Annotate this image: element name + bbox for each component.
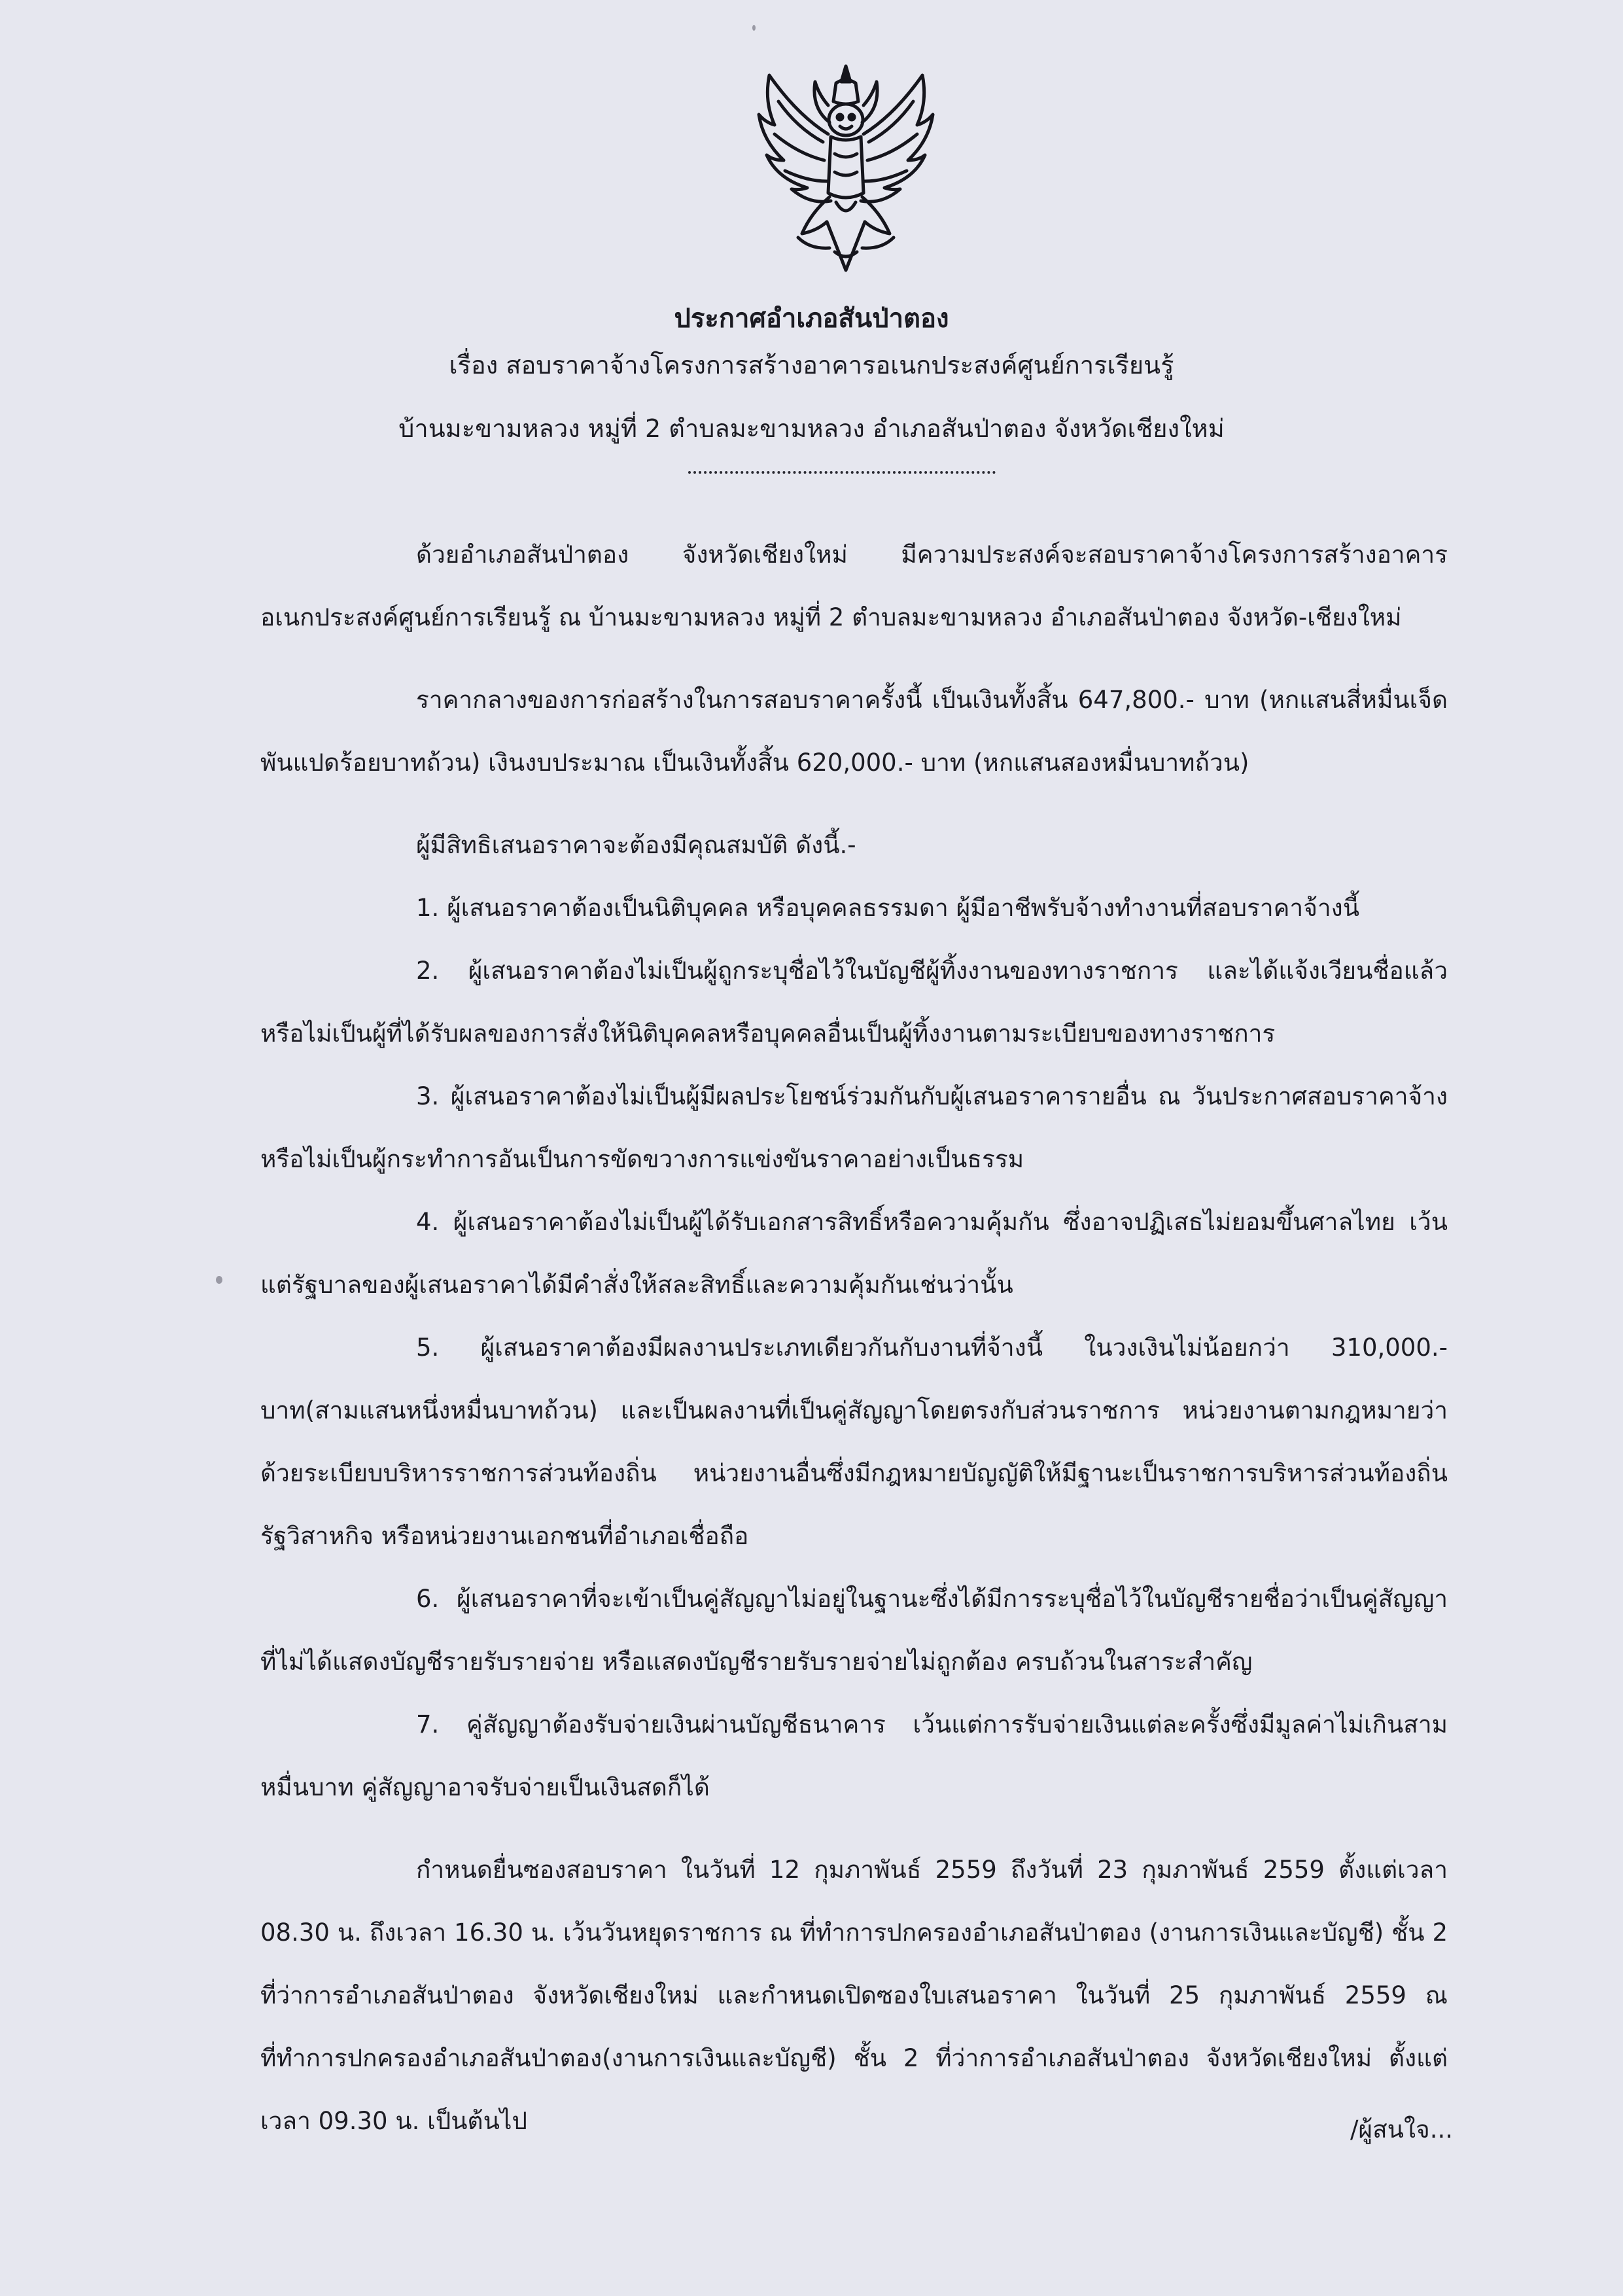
qualification-item: 6. ผู้เสนอราคาที่จะเข้าเป็นคู่สัญญาไม่อยู่ในฐานะซึ่งได้มีการระบุชื่อไว้ในบัญชีรายชื่อว่าเป็นคู่สัญญาที่ไม่ได้แสดงบัญชีรายรับรายจ่าย หรือแสดงบัญชีรายรับรายจ่ายไม่ถูกต้อง ครบถ้วนในสาระสำคัญ xyxy=(260,1585,1448,1676)
price-paragraph: ราคากลางของการก่อสร้างในการสอบราคาครั้งนี้ เป็นเงินทั้งสิ้น 647,800.- บาท (หกแสนสี่หมื่นเจ็ดพันแปดร้อยบาทถ้วน) เงินงบประมาณ เป็นเงินทั้งสิ้น 620,000.- บาท (หกแสนสองหมื่นบาทถ้วน) xyxy=(260,686,1448,777)
qualification-item: 5. ผู้เสนอราคาต้องมีผลงานประเภทเดียวกันกับงานที่จ้างนี้ ในวงเงินไม่น้อยกว่า 310,000.- บาท(สามแสนหนึ่งหมื่นบาทถ้วน) และเป็นผลงานที่เป็นคู่สัญญาโดยตรงกับส่วนราชการ หน่วยงานตามกฎหมายว่าด้วยระเบียบบริหารราชการส่วนท้องถิ่น หน่วยงานอื่นซึ่งมีกฎหมายบัญญัติให้มีฐานะเป็นราชการบริหารส่วนท้องถิ่น รัฐวิสาหกิจ หรือหน่วยงานเอกชนที่อำเภอเชื่อถือ xyxy=(260,1333,1448,1550)
announcement-title: ประกาศอำเภอสันป่าตอง xyxy=(674,304,949,334)
continuation-marker: /ผู้สนใจ... xyxy=(1350,2115,1453,2144)
scan-speck xyxy=(216,1276,222,1284)
intro-paragraph: ด้วยอำเภอสันป่าตอง จังหวัดเชียงใหม่ มีความประสงค์จะสอบราคาจ้างโครงการสร้างอาคารอเนกประสงค์ศูนย์การเรียนรู้ ณ บ้านมะขามหลวง หมู่ที่ 2 ตำบลมะขามหลวง อำเภอสันป่าตอง จังหวัด-เชียงใหม่ xyxy=(260,540,1448,631)
garuda-emblem-icon xyxy=(751,62,941,275)
qualification-item: 1. ผู้เสนอราคาต้องเป็นนิติบุคคล หรือบุคคลธรรมดา ผู้มีอาชีพรับจ้างทำงานที่สอบราคาจ้างนี้ xyxy=(416,894,1360,922)
schedule-paragraph: กำหนดยื่นซองสอบราคา ในวันที่ 12 กุมภาพันธ์ 2559 ถึงวันที่ 23 กุมภาพันธ์ 2559 ตั้งแต่เวลา 08.30 น. ถึงเวลา 16.30 น. เว้นวันหยุดราชการ ณ ที่ทำการปกครองอำเภอสันป่าตอง (งานการเงินและบัญชี) ชั้น 2 ที่ว่าการอำเภอสันป่าตอง จังหวัดเชียงใหม่ และกำหนดเปิดซองใบเสนอราคา ในวันที่ 25 กุมภาพันธ์ 2559 ณ ที่ทำการปกครองอำเภอสันป่าตอง(งานการเงินและบัญชี) ชั้น 2 ที่ว่าการอำเภอสันป่าตอง จังหวัดเชียงใหม่ ตั้งแต่เวลา 09.30 น. เป็นต้นไป xyxy=(260,1856,1448,2135)
qualifications-heading: ผู้มีสิทธิเสนอราคาจะต้องมีคุณสมบัติ ดังนี้.- xyxy=(416,831,856,859)
scan-speck xyxy=(752,25,756,31)
qualification-item: 2. ผู้เสนอราคาต้องไม่เป็นผู้ถูกระบุชื่อไว้ในบัญชีผู้ทิ้งงานของทางราชการ และได้แจ้งเวียนชื่อแล้วหรือไม่เป็นผู้ที่ได้รับผลของการสั่งให้นิติบุคคลหรือบุคคลอื่นเป็นผู้ทิ้งงานตามระเบียบของทางราชการ xyxy=(260,957,1448,1048)
qualification-item: 7. คู่สัญญาต้องรับจ่ายเงินผ่านบัญชีธนาคาร เว้นแต่การรับจ่ายเงินแต่ละครั้งซึ่งมีมูลค่าไม่เกินสามหมื่นบาท คู่สัญญาอาจรับจ่ายเป็นเงินสดก็ได้ xyxy=(260,1710,1448,1801)
qualification-item: 4. ผู้เสนอราคาต้องไม่เป็นผู้ได้รับเอกสารสิทธิ์หรือความคุ้มกัน ซึ่งอาจปฏิเสธไม่ยอมขึ้นศาลไทย เว้นแต่รัฐบาลของผู้เสนอราคาได้มีคำสั่งให้สละสิทธิ์และความคุ้มกันเช่นว่านั้น xyxy=(260,1208,1448,1299)
announcement-subject-line-1: เรื่อง สอบราคาจ้างโครงการสร้างอาคารอเนกประสงค์ศูนย์การเรียนรู้ xyxy=(449,351,1174,380)
body-text xyxy=(260,523,1448,2153)
title-separator xyxy=(688,471,996,474)
announcement-subject-line-2: บ้านมะขามหลวง หมู่ที่ 2 ตำบลมะขามหลวง อำเภอสันป่าตอง จังหวัดเชียงใหม่ xyxy=(398,414,1225,443)
qualification-item: 3. ผู้เสนอราคาต้องไม่เป็นผู้มีผลประโยชน์ร่วมกันกับผู้เสนอราคารายอื่น ณ วันประกาศสอบราคาจ้างหรือไม่เป็นผู้กระทำการอันเป็นการขัดขวางการแข่งขันราคาอย่างเป็นธรรม xyxy=(260,1082,1448,1173)
